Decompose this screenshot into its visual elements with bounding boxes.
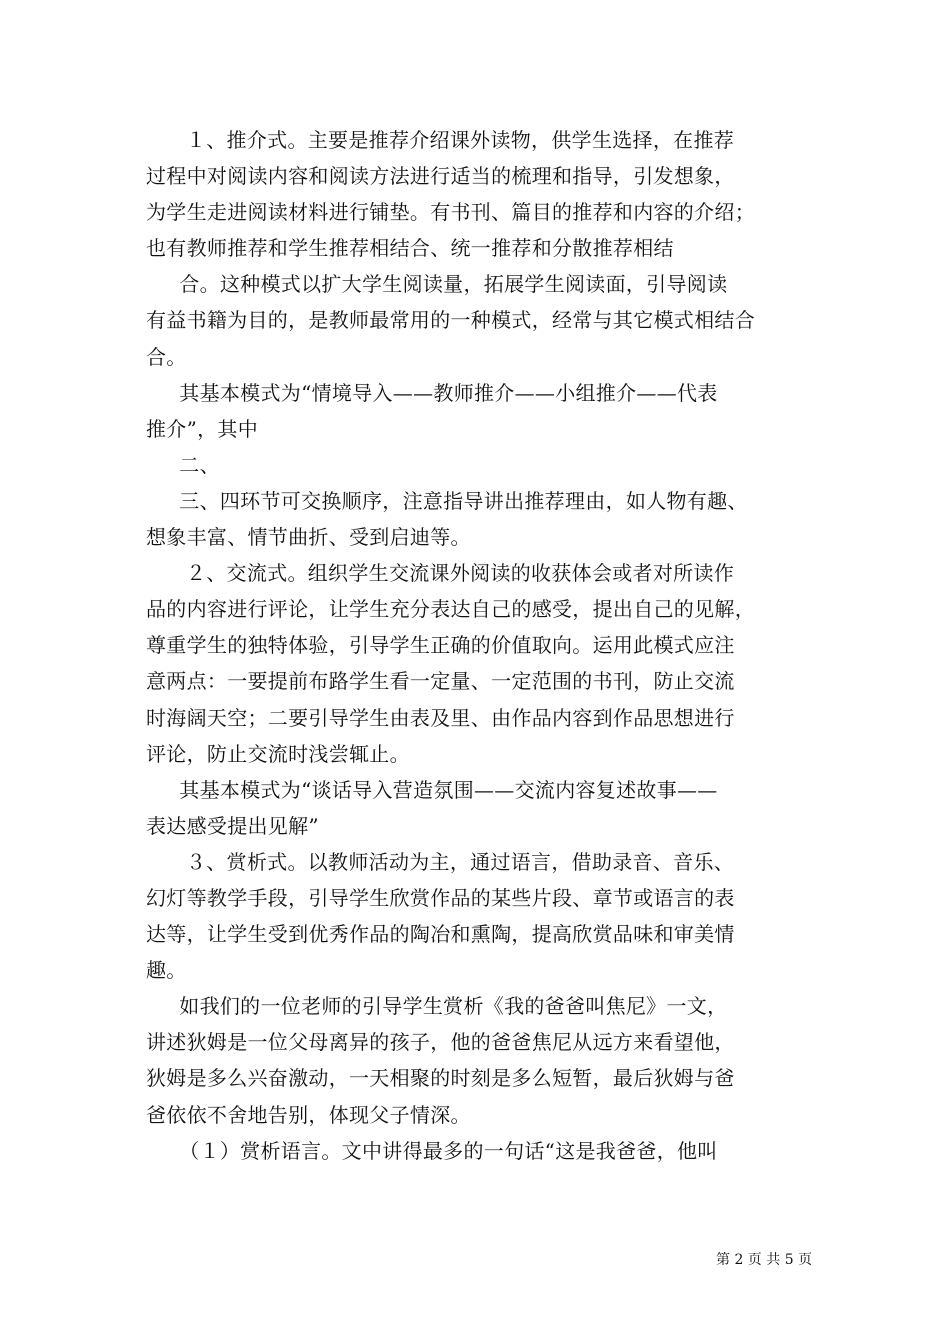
text-line: 有益书籍为目的，是教师最常用的一种模式，经常与其它模式相结合 — [146, 308, 755, 333]
text-line: 二、 — [146, 452, 220, 477]
text-line: 评论，防止交流时浅尝辄止。 — [146, 741, 410, 766]
text-line: 其基本模式为“谈话导入营造氛围——交流内容复述故事—— — [146, 777, 718, 802]
text-line: １、推介式。主要是推荐介绍课外读物，供学生选择，在推荐 — [146, 128, 735, 152]
text-line: 狄姆是多么兴奋激动，一天相聚的时刻是多么短暂，最后狄姆与爸 — [146, 1066, 735, 1091]
page-number: 第 2 页 共 5 页 — [716, 1252, 813, 1268]
document-body — [146, 122, 826, 1169]
text-line: 合。这种模式以扩大学生阅读量，拓展学生阅读面，引导阅读 — [146, 272, 728, 297]
text-line: 达等，让学生受到优秀作品的陶冶和熏陶，提高欣赏品味和审美情 — [146, 922, 735, 947]
text-line: 其基本模式为“情境导入——教师推介——小组推介——代表 — [146, 380, 718, 405]
text-line: 意两点：一要提前布路学生看一定量、一定范围的书刊，防止交流 — [146, 669, 735, 694]
text-line: 表达感受提出见解” — [146, 813, 319, 838]
text-line: 时海阔天空；二要引导学生由表及里、由作品内容到作品思想进行 — [146, 705, 735, 730]
text-line: 过程中对阅读内容和阅读方法进行适当的梳理和指导，引发想象， — [146, 164, 735, 189]
text-line: ３、赏析式。以教师活动为主，通过语言，借助录音、音乐、 — [146, 849, 735, 874]
text-line: ２、交流式。组织学生交流课外阅读的收获体会或者对所读作 — [146, 561, 735, 586]
text-line: 品的内容进行评论，让学生充分表达自己的感受，提出自己的见解， — [146, 597, 755, 622]
text-line: 爸依依不舍地告别，体现父子情深。 — [146, 1102, 471, 1127]
text-line: 合。 — [146, 344, 187, 369]
text-line: 幻灯等教学手段，引导学生欣赏作品的某些片段、章节或语言的表 — [146, 885, 735, 910]
text-line: 趣。 — [146, 958, 187, 983]
text-line: 三、四环节可交换顺序，注意指导讲出推荐理由，如人物有趣、 — [146, 488, 748, 513]
text-line: 如我们的一位老师的引导学生赏析《我的爸爸叫焦尼》一文， — [146, 994, 728, 1019]
text-line: （１）赏析语言。文中讲得最多的一句话“这是我爸爸，他叫 — [146, 1138, 718, 1163]
text-line: 尊重学生的独特体验，引导学生正确的价值取向。运用此模式应注 — [146, 633, 735, 658]
text-line: 推介”，其中 — [146, 416, 259, 441]
text-line: 为学生走进阅读材料进行铺垫。有书刊、篇目的推荐和内容的介绍； — [146, 200, 755, 225]
text-line: 也有教师推荐和学生推荐相结合、统一推荐和分散推荐相结 — [146, 236, 674, 261]
text-line: 讲述狄姆是一位父母离异的孩子，他的爸爸焦尼从远方来看望他， — [146, 1030, 735, 1055]
text-line: 想象丰富、情节曲折、受到启迪等。 — [146, 525, 471, 550]
